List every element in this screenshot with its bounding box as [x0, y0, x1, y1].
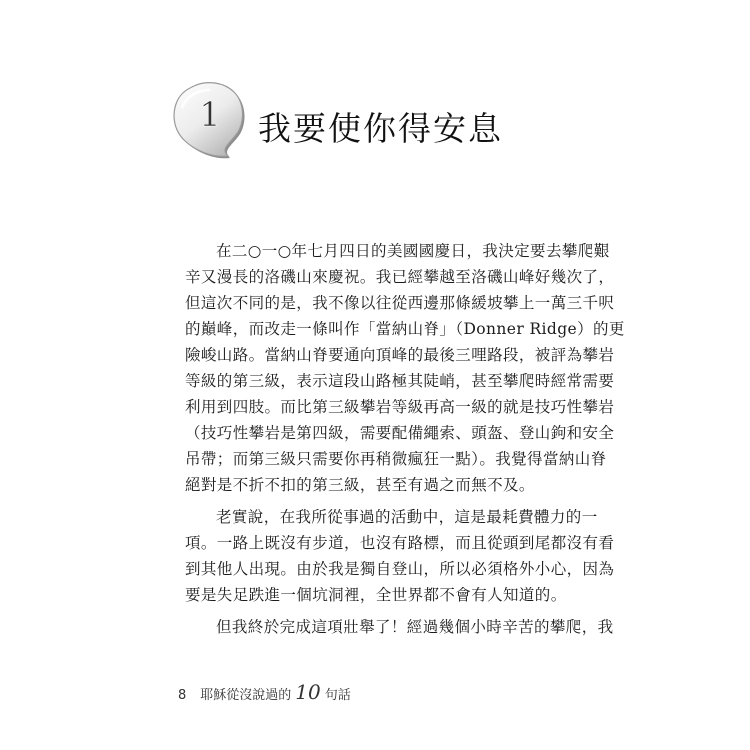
- text-line: 到其他人出現。由於我是獨自登山，所以必須格外小心，因為: [185, 560, 615, 578]
- book-title-prefix: 耶穌從沒說過的: [200, 688, 292, 703]
- text-line: 但我終於完成這項壯舉了！經過幾個小時辛苦的攀爬，我: [216, 618, 614, 636]
- text-line: 吊帶；而第三級只需要你再稍微瘋狂一點）。我覺得當納山脊: [185, 450, 607, 468]
- book-title-suffix: 句話: [324, 688, 351, 703]
- page-footer: [178, 680, 351, 704]
- paragraph: [185, 238, 625, 498]
- text-line: 絕對是不折不扣的第三級，甚至有過之而無不及。: [185, 476, 535, 494]
- paragraph: [185, 504, 615, 608]
- text-line: 等級的第三級，表示這段山路極其陡峭，甚至攀爬時經常需要: [185, 372, 615, 390]
- text-line: （技巧性攀岩是第四級，需要配備繩索、頭盔、登山鉤和安全: [185, 424, 615, 442]
- text-line: 辛又漫長的洛磯山來慶祝。我已經攀越至洛磯山峰好幾次了，: [185, 268, 615, 286]
- text-line: 老實說，在我所從事過的活動中，這是最耗費體力的一: [216, 508, 598, 526]
- chapter-number-badge: [168, 78, 248, 160]
- heart-badge-icon: [168, 78, 248, 160]
- text-line: 險峻山路。當納山脊要通向頂峰的最後三哩路段，被評為攀岩: [185, 346, 615, 364]
- paragraph: [185, 614, 614, 640]
- text-line: 的巔峰，而改走一條叫作「當納山脊」（Donner Ridge）的更: [185, 320, 625, 338]
- chapter-number: 1: [199, 95, 221, 135]
- book-title-number: 10: [295, 680, 321, 704]
- chapter-title: 我要使你得安息: [258, 109, 503, 148]
- page-number: 8: [178, 688, 187, 703]
- text-line: 利用到四肢。而比第三級攀岩等級再高一級的就是技巧性攀岩: [185, 398, 615, 416]
- text-line: 項。一路上既沒有步道，也沒有路標，而且從頭到尾都沒有看: [185, 534, 615, 552]
- text-line: 但這次不同的是，我不像以往從西邊那條緩坡攀上一萬三千呎: [185, 294, 615, 312]
- text-line: 在二○一○年七月四日的美國國慶日，我決定要去攀爬艱: [216, 242, 610, 260]
- text-line: 要是失足跌進一個坑洞裡，全世界都不會有人知道的。: [185, 586, 567, 604]
- body-text: [185, 238, 625, 640]
